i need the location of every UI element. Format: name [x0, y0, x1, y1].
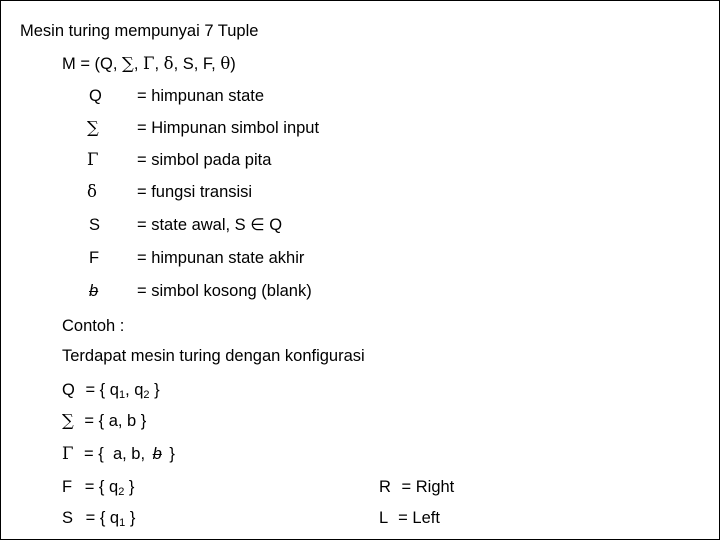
config-q [62, 380, 160, 400]
definition-text: = simbol pada pita [137, 151, 272, 169]
direction-left [379, 508, 440, 528]
definition-text: = state awal, S ∈ Q [137, 216, 283, 234]
definition-symbol: S [89, 216, 101, 234]
slide-title: Mesin turing mempunyai 7 Tuple [20, 22, 259, 40]
config-eq: = { q [84, 478, 119, 496]
direction-text: = Right [401, 478, 455, 496]
definition-symbol: F [89, 249, 100, 267]
definition-symbol: δ [87, 182, 97, 201]
direction-label: R [379, 478, 391, 496]
config-end: } [124, 478, 135, 496]
definition-text: = himpunan state akhir [137, 249, 305, 267]
subscript: 2 [143, 389, 150, 401]
definition-text: = himpunan state [137, 87, 265, 105]
definition-text: = simbol kosong (blank) [137, 282, 312, 300]
config-eq: = { q [85, 509, 120, 527]
direction-label: L [379, 509, 388, 527]
tuple-close: ) [230, 55, 236, 73]
definition-text: = fungsi transisi [137, 183, 253, 201]
subscript: 2 [118, 486, 125, 498]
direction-right [379, 477, 454, 497]
config-label: F [62, 478, 73, 496]
example-heading: Contoh : [62, 317, 125, 335]
definition-symbol: Q [89, 87, 102, 105]
tuple-definition [62, 54, 236, 74]
definition-text: = Himpunan simbol input [137, 119, 320, 137]
config-text: = { a, b } [84, 412, 147, 430]
subscript: 1 [118, 389, 126, 401]
config-label: Q [62, 381, 75, 399]
example-intro: Terdapat mesin turing dengan konfigurasi [62, 347, 365, 365]
tuple-rest: , S, F, [173, 55, 221, 73]
blank-symbol: b [152, 445, 162, 463]
tuple-prefix: M = (Q, [62, 55, 123, 73]
direction-text: = Left [398, 509, 440, 527]
gamma-symbol: Γ [62, 444, 74, 463]
config-s [62, 508, 135, 528]
subscript: 1 [119, 517, 126, 529]
config-eq: = { q [85, 381, 119, 399]
config-gamma [62, 444, 175, 464]
config-f [62, 477, 134, 497]
config-mid: , q [125, 381, 144, 399]
gamma-symbol: Γ [143, 54, 155, 73]
config-label: S [62, 509, 74, 527]
config-end: } [149, 381, 160, 399]
delta-symbol: δ [163, 54, 174, 73]
sigma-symbol: ∑ [122, 54, 134, 73]
tuple-sep: , [154, 55, 164, 73]
tuple-sep: , [133, 55, 143, 73]
theta-symbol: θ [220, 54, 231, 73]
blank-symbol: b [89, 282, 99, 300]
config-text: = { a, b, [84, 445, 150, 463]
config-end: } [125, 509, 136, 527]
definition-symbol: ∑ [87, 118, 99, 137]
sigma-symbol: ∑ [62, 411, 74, 430]
config-end: } [164, 445, 175, 463]
definition-symbol: Γ [87, 150, 99, 169]
config-sigma [62, 411, 146, 431]
